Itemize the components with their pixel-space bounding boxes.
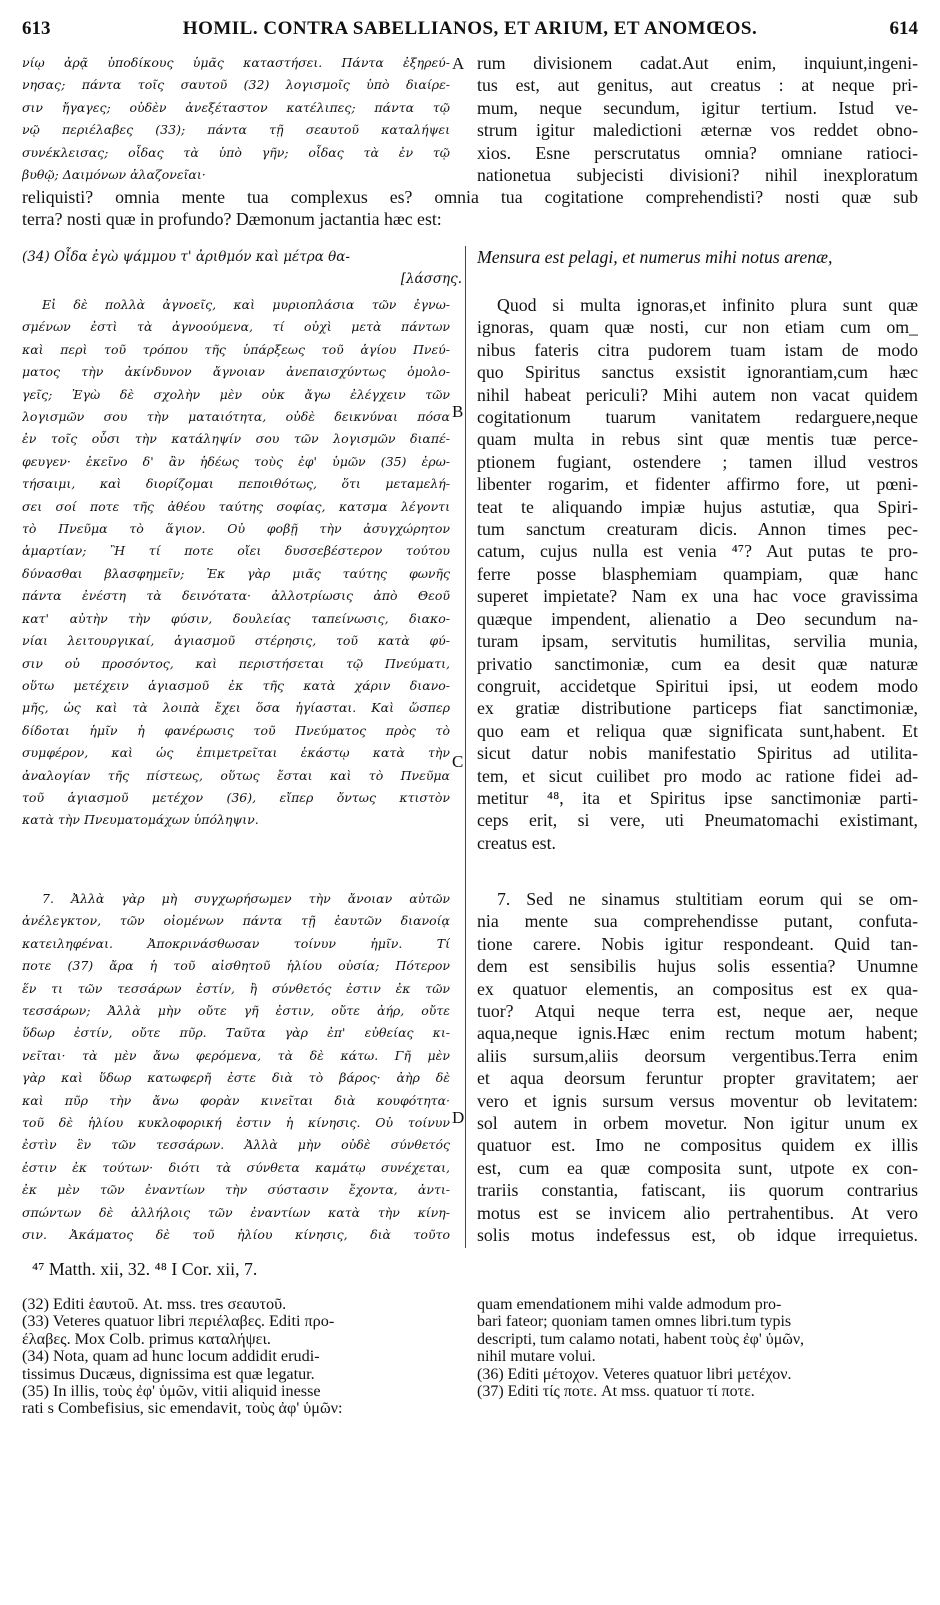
footnote-line: (33) Veteres quatuor libri περιέλαβες. Editi προ- bbox=[22, 1313, 335, 1331]
greek-line: νεῖται· τὰ μὲν ἄνω φερόμενα, τὰ δὲ κάτω. Γῆ μὲν bbox=[22, 1047, 450, 1063]
latin-line: quo Spiritus sanctus exsistit ignorantiam,cum hæc bbox=[477, 362, 918, 383]
latin-line: aliis sursum,aliis deorsum vergentibus.Terra enim bbox=[477, 1045, 918, 1066]
greek-line: συνέκλεισας; οἶδας τὰ ὑπὸ γῆν; οἶδας τὰ ἐν τῷ bbox=[22, 144, 450, 160]
footnote-line: quam emendationem mihi valde admodum pro- bbox=[477, 1296, 782, 1313]
latin-line: nia mente sua comprehendisse putant, confuta- bbox=[477, 911, 918, 932]
greek-line: τοῦ ἁγιασμοῦ μετέχον (36), εἴπερ ὄντως κτιστὸν bbox=[22, 789, 450, 805]
full-width-latin bbox=[22, 186, 918, 231]
latin-line: rum divisionem cadat.Aut enim, inquiunt,ingeni- bbox=[477, 53, 918, 73]
footnote-line: (37) Editi τίς ποτε. At mss. quatuor τί ποτε. bbox=[477, 1383, 755, 1401]
latin-line: metitur ⁴⁸, ita et Spiritus ipse sanctimoniæ parti- bbox=[477, 787, 918, 808]
section7-greek-column bbox=[22, 888, 450, 1247]
latin-line: sol autem in orbem movetur. Non igitur unum ex bbox=[477, 1113, 918, 1134]
latin-line: Quod si multa ignoras,et infinito plura sunt quæ bbox=[497, 295, 918, 315]
greek-line: ἕν τι τῶν τεσσάρων ἐστίν, ἢ σύνθετός ἐστιν ἐκ τῶν bbox=[22, 980, 450, 996]
greek-line: τὸ Πνεῦμα τὸ ἅγιον. Οὐ φοβῇ τὴν ἀσυγχώρητον bbox=[22, 521, 450, 537]
greek-line: γὰρ καὶ ὕδωρ κατωφερῆ ἐστε διὰ τὸ βάρος· ἀὴρ δὲ bbox=[22, 1070, 450, 1086]
latin-line: libenter rogarim, et fidenter affirmo fore, ut pœni- bbox=[477, 474, 918, 495]
greek-line: σει σοί ποτε τῆς ἀθέου ταύτης σοφίας, κατσμα λέγοντι bbox=[22, 498, 450, 514]
greek-line: 7. Ἀλλὰ γὰρ μὴ συγχωρήσωμεν τὴν ἄνοιαν αὐτῶν bbox=[42, 891, 450, 906]
latin-line: tione carere. Nobis igitur respondeant. Quid tan- bbox=[477, 933, 918, 954]
latin-line: tem, et sicut cuilibet pro modo ac ratione fidei ad- bbox=[477, 765, 918, 786]
latin-line: quatuor est. Imo ne compositus quidem ex illis bbox=[477, 1135, 918, 1156]
greek-line: τοῦ δὲ ἡλίου κυκλοφορική ἐστιν ἡ κίνησις. Οὐ τοίνυν bbox=[22, 1115, 450, 1131]
verse-latin bbox=[477, 246, 918, 268]
greek-line: νίῳ ἀρᾷ ὑποδίκους ὑμᾶς καταστήσει. Πάντα ἐξηρεύ- bbox=[22, 55, 450, 70]
running-header bbox=[22, 18, 918, 40]
footnote-line: nihil mutare volui. bbox=[477, 1348, 596, 1366]
latin-line: ignoras, quam quæ nosti, cur non etiam cum om_ bbox=[477, 317, 918, 338]
latin-line: vero et ignis sursum versus moventur ob levitatem: bbox=[477, 1090, 918, 1111]
footnote-line: bari fateor; quoniam tamen omnes libri.tum typis bbox=[477, 1313, 792, 1331]
greek-line: τήσαιμι, καὶ διορίζομαι πεποιθότως, ὅτι μεταμελή- bbox=[22, 476, 450, 492]
latin-line: quam multa in rebus sint quæ mentis tuæ perce- bbox=[477, 429, 918, 450]
latin-line: motus est se invicem alio pertrahentibus. At vero bbox=[477, 1202, 918, 1223]
margin-letter-a: A bbox=[452, 54, 465, 73]
footnote-line: descripti, tum calamo notati, habent τοὺς ἐφ' ὑμῶν, bbox=[477, 1330, 805, 1348]
footnote-line: (35) In illis, τοὺς ἐφ' ὑμῶν, vitii aliquid inesse bbox=[22, 1383, 321, 1401]
latin-line: superet impietate? Nam ex una hac voce gravissima bbox=[477, 586, 918, 607]
page-number-left: 613 bbox=[22, 18, 51, 39]
latin-line: nationetua subjecisti divisioni? nihil inexploratum bbox=[477, 165, 918, 186]
greek-line: ματος τὴν ἀκίνδυνον ἄγνοιαν ἀνεπαισχύντως ὁμολο- bbox=[22, 364, 450, 380]
latin-line: turam ipsam, servitutis humilitas, servilia munia, bbox=[477, 631, 918, 652]
latin-line: est, cum ea quæ composita sunt, utpote ex con- bbox=[477, 1157, 918, 1178]
greek-line: Εἰ δὲ πολλὰ ἀγνοεῖς, καὶ μυριοπλάσια τῶν ἐγνω- bbox=[42, 297, 450, 312]
greek-line: ἀνέλεγκτον, τῶν οἰομένων πάντα τῇ ἑαυτῶν διανοίᾳ bbox=[22, 913, 450, 929]
top-greek-column bbox=[22, 52, 450, 186]
latin-line: tus est, aut genitus, aut creatus : at neque pri- bbox=[477, 75, 918, 96]
latin-line: tuor? Atqui neque terra est, neque aer, neque bbox=[477, 1001, 918, 1022]
greek-line: κατειληφέναι. Ἀποκρινάσθωσαν τοίνυν ἡμῖν. Τί bbox=[22, 935, 450, 951]
greek-line: καὶ περὶ τοῦ τρόπου τῆς ὑπάρξεως τοῦ ἁγίου Πνεύ- bbox=[22, 341, 450, 357]
latin-line: quæque impendent, alienatio a Deo secundum na- bbox=[477, 608, 918, 629]
greek-line: οὕτω μετέχειν ἁγιασμοῦ ἐκ τῆς κατὰ χάριν διανο- bbox=[22, 677, 450, 693]
latin-line: teat te aliquando impiæ hujus astutiæ, qua Spiri- bbox=[477, 496, 918, 517]
verse-latin-line: Mensura est pelagi, et numerus mihi notus arenæ, bbox=[477, 247, 833, 267]
margin-letter-d: D bbox=[452, 1108, 465, 1127]
verse-greek-continuation: [λάσσης. bbox=[400, 271, 462, 288]
latin-line: nibus fateris citra pudorem tuam istam de modo bbox=[477, 339, 918, 360]
verse-greek-line: (34) Οἶδα ἐγὼ ψάμμου τ' ἀριθμόν καὶ μέτρα θα- bbox=[22, 249, 350, 265]
greek-line: νῷ περιέλαβες (33); πάντα τῇ σεαυτοῦ καταλήψει bbox=[22, 122, 450, 138]
column-divider bbox=[465, 246, 466, 1248]
latin-line: xios. Esne perscrutatus omnia? omniane ratioci- bbox=[477, 142, 918, 163]
greek-line: πάντα ἐνέστη τὰ δεινότατα· ἀλλοτρίωσις ἀπὸ Θεοῦ bbox=[22, 588, 450, 604]
latin-line: strum igitur maledictioni æternæ vos reddet obno- bbox=[477, 120, 918, 141]
greek-line: δίδοται ἡμῖν ἡ φανέρωσις τοῦ Πνεύματος πρὸς τὸ bbox=[22, 722, 450, 738]
greek-line: σιν ἤγαγες; οὐδὲν ἀνεξέταστον κατέλιπες; πάντα τῷ bbox=[22, 99, 450, 115]
greek-line: βυθῷ; Δαιμόνων ἀλαζονεῖαι· bbox=[22, 167, 206, 183]
scripture-references: ⁴⁷ Matth. xii, 32. ⁴⁸ I Cor. xii, 7. bbox=[32, 1259, 258, 1279]
running-title: HOMIL. CONTRA SABELLIANOS, ET ARIUM, ET ANOMŒOS. bbox=[182, 18, 758, 39]
greek-line: σιν. Ἀκάματος δὲ τοῦ ἡλίου κίνησις, διὰ τοῦτο bbox=[22, 1227, 450, 1243]
greek-line: σμένων ἐστὶ τὰ ἀγνοούμενα, τί οὐχὶ μετὰ πάντων bbox=[22, 319, 450, 335]
latin-line: et aqua deorsum feruntur propter gravitatem; aer bbox=[477, 1068, 918, 1089]
latin-line: ptionem fugiant, ostendere ; tamen illud vestros bbox=[477, 451, 918, 472]
top-latin-column bbox=[477, 52, 918, 186]
latin-line: privatio sanctimoniæ, cum ea desit quæ naturæ bbox=[477, 653, 918, 674]
greek-line: δύνασθαι βλασφημεῖν; Ἐκ γὰρ μιᾶς ταύτης φωνῆς bbox=[22, 565, 450, 581]
greek-line: ἀναλογίαν τῆς πίστεως, οὕτως ἔσται καὶ τὸ Πνεῦμα bbox=[22, 767, 450, 783]
greek-line: καὶ πῦρ τὴν ἄνω φορὰν κινεῖται διὰ κουφότητα· bbox=[22, 1092, 450, 1108]
latin-line: trariis constantia, fatiscant, iis quorum contrarius bbox=[477, 1180, 918, 1201]
latin-line: ceps erit, si vere, uti Pneumatomachi existimant, bbox=[477, 810, 918, 831]
verse-greek bbox=[22, 246, 462, 291]
latin-line: ex quatuor elementis, an compositus est ex qua- bbox=[477, 978, 918, 999]
footnote-line: (34) Nota, quam ad hunc locum addidit erudi- bbox=[22, 1348, 320, 1366]
margin-letter-b: B bbox=[452, 402, 464, 421]
greek-line: ὕδωρ ἐστίν, οὔτε πῦρ. Ταῦτα γὰρ ἐπ' εὐθείας κι- bbox=[22, 1025, 450, 1041]
greek-line: τεσσάρων; Ἀλλὰ μὴν οὔτε γῆ ἐστιν, οὔτε ἀήρ, οὔτε bbox=[22, 1003, 450, 1019]
section6-greek-column bbox=[22, 294, 450, 832]
greek-line: κατὰ τὴν Πνευματομάχων ὑπόληψιν. bbox=[22, 812, 259, 828]
latin-line: tum sanctum creaturam dicis. Annon times pec- bbox=[477, 519, 918, 540]
footnote-line: (36) Editi μέτοχον. Veteres quatuor libri μετέχον. bbox=[477, 1365, 792, 1383]
latin-line: mum, neque secundum, igitur tertium. Istud ve- bbox=[477, 97, 918, 118]
greek-line: ἐν τοῖς οὖσι τὴν κατάληψίν σου τῶν λογισμῶν διαπέ- bbox=[22, 431, 450, 447]
greek-line: σιν οὐ προσόντος, καὶ περιστήσεται τῷ Πνεύματι, bbox=[22, 655, 450, 671]
page-number-right: 614 bbox=[889, 18, 918, 39]
latin-line: sicut datur nobis manifestatio Spiritus ad utilita- bbox=[477, 743, 918, 764]
greek-line: γεῖς; Ἐγὼ δὲ σχολὴν μὲν οὐκ ἄγω ἐλέγχειν τῶν bbox=[22, 386, 450, 402]
footnote-line: έλαβες. Mox Colb. primus καταλήψει. bbox=[22, 1330, 271, 1348]
latin-line: solis motus indefessus est, ob idque irrequietus. bbox=[477, 1225, 918, 1246]
section6-latin-column bbox=[477, 294, 918, 854]
footnote-line: (32) Editi ἑαυτοῦ. At. mss. tres σεαυτοῦ. bbox=[22, 1296, 287, 1313]
latin-line: ferre posse blasphemiam quampiam, quæ hanc bbox=[477, 563, 918, 584]
latin-line: quo eam et reliqua quæ significata sunt,habent. Et bbox=[477, 720, 918, 741]
greek-line: νησας; πάντα τοῖς σαυτοῦ (32) λογισμοῖς ὑπὸ διαίρε- bbox=[22, 77, 450, 93]
latin-line: reliquisti? omnia mente tua complexus es? omnia tua cogitatione comprehendisti? nosti quæ sub bbox=[22, 187, 918, 207]
latin-line: nihil habeat periculi? Mihi autem non vacat quidem bbox=[477, 384, 918, 405]
latin-line: terra? nosti quæ in profundo? Dæmonum jactantia hæc est: bbox=[22, 209, 442, 230]
notes-right-column bbox=[477, 1296, 918, 1400]
latin-line: ex gratiæ distributione particeps fiat sanctimoniæ, bbox=[477, 698, 918, 719]
notes-left-column bbox=[22, 1296, 462, 1418]
greek-line: ἐκ μὲν τῶν ἐναντίων τὴν σύστασιν ἔχοντα, ἀντι- bbox=[22, 1182, 450, 1198]
greek-line: συμφέρον, καὶ ὡς ἐπιμετρεῖται ἑκάστῳ κατὰ τὴν bbox=[22, 745, 450, 761]
latin-line: creatus est. bbox=[477, 832, 556, 853]
greek-line: ἐστιν ἐκ τούτων· διότι τὰ σύνθετα καμάτῳ συνέχεται, bbox=[22, 1159, 450, 1175]
greek-line: λογισμῶν σου τὴν ματαιότητα, οὐδὲ δεικνύναι πόσα bbox=[22, 409, 450, 425]
greek-line: κατ' αὐτὴν τὴν φύσιν, δουλείας ταπείνωσις, διακο- bbox=[22, 610, 450, 626]
latin-line: dem est sensibilis hujus solis essentia? Unumne bbox=[477, 956, 918, 977]
greek-line: ἁμαρτίαν; Ἢ τί ποτε οἴει δυσσεβέστερον τούτου bbox=[22, 543, 450, 559]
latin-line: 7. Sed ne sinamus stultitiam eorum qui se om- bbox=[497, 889, 918, 909]
margin-letter-c: C bbox=[452, 752, 464, 771]
latin-line: cogitationum tuarum vanitatem redarguere,neque bbox=[477, 407, 918, 428]
latin-line: catum, cujus nulla est venia ⁴⁷? Aut putas te pro- bbox=[477, 541, 918, 562]
greek-line: σπώντων δὲ ἀλλήλοις τῶν ἐναντίων κατὰ τὴν κίνη- bbox=[22, 1204, 450, 1220]
footnote-line: tissimus Ducæus, dignissima est quæ legatur. bbox=[22, 1365, 315, 1383]
latin-line: aqua,neque ignis.Hæc enim rectum motum habent; bbox=[477, 1023, 918, 1044]
greek-line: μῆς, ὡς καὶ τὰ λοιπὰ ἔχει ὅσα ἡγίασται. Καὶ ὥσπερ bbox=[22, 700, 450, 716]
latin-line: congruit, accidetque Spiritui ipsi, ut eodem modo bbox=[477, 675, 918, 696]
greek-line: ποτε (37) ἄρα ἡ τοῦ αἰσθητοῦ ἡλίου οὐσία; Πότερον bbox=[22, 958, 450, 974]
section7-latin-column bbox=[477, 888, 918, 1247]
greek-line: φευγεν· ἐκεῖνο δ' ἂν ἡδέως τοὺς ἐφ' ὑμῶν (35) ἐρω- bbox=[22, 453, 450, 469]
greek-line: ἐστὶν ἓν τῶν τεσσάρων. Ἀλλὰ μὴν οὐδὲ σύνθετός bbox=[22, 1137, 450, 1153]
footnote-line: rati s Combefisius, sic emendavit, τοὺς ἀφ' ὑμῶν: bbox=[22, 1400, 343, 1418]
greek-line: νίαι λειτουργικαί, ἁγιασμοῦ στέρησις, τοῦ κατὰ φύ- bbox=[22, 633, 450, 649]
